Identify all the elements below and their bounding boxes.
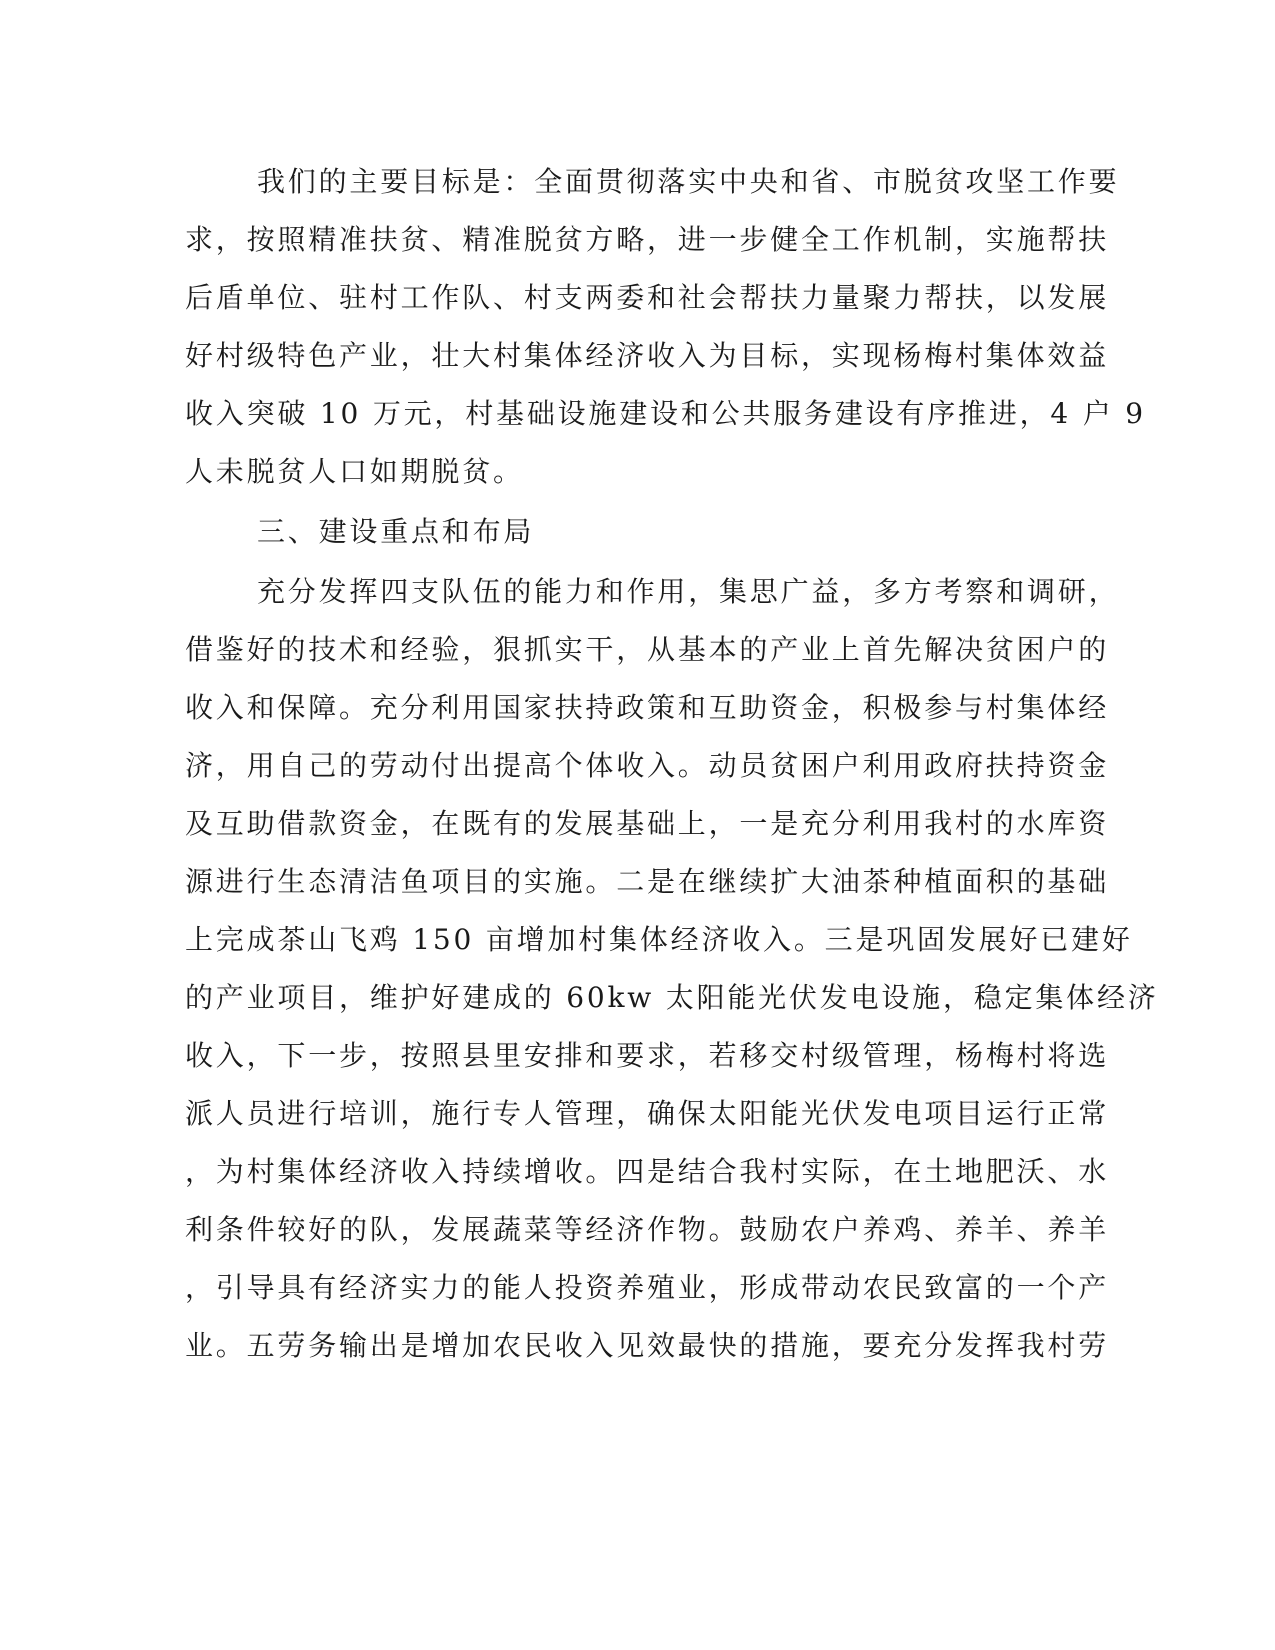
paragraph-layout-line: 派人员进行培训，施行专人管理，确保太阳能光伏发电项目运行正常 (185, 1097, 1110, 1130)
paragraph-layout-line: 的产业项目，维护好建成的 60kw 太阳能光伏发电设施，稳定集体经济 (185, 981, 1159, 1014)
paragraph-goal-line: 人未脱贫人口如期脱贫。 (185, 455, 524, 488)
paragraph-layout-line: 及互助借款资金，在既有的发展基础上，一是充分利用我村的水库资 (185, 807, 1110, 840)
paragraph-layout-line: 源进行生态清洁鱼项目的实施。二是在继续扩大油茶种植面积的基础 (185, 865, 1110, 898)
paragraph-layout-line: ，引导具有经济实力的能人投资养殖业，形成带动农民致富的一个产 (185, 1271, 1110, 1304)
paragraph-layout-line: 利条件较好的队，发展蔬菜等经济作物。鼓励农户养鸡、养羊、养羊 (185, 1213, 1110, 1246)
paragraph-layout-line: 充分发挥四支队伍的能力和作用，集思广益，多方考察和调研， (257, 575, 1120, 608)
paragraph-goal-line: 收入突破 10 万元，村基础设施建设和公共服务建设有序推进，4 户 9 (185, 397, 1146, 430)
paragraph-layout-line: 收入和保障。充分利用国家扶持政策和互助资金，积极参与村集体经 (185, 691, 1110, 724)
paragraph-goal-line: 我们的主要目标是：全面贯彻落实中央和省、市脱贫攻坚工作要 (257, 165, 1120, 198)
paragraph-goal-line: 求，按照精准扶贫、精准脱贫方略，进一步健全工作机制，实施帮扶 (185, 223, 1110, 256)
paragraph-layout-line: 业。五劳务输出是增加农民收入见效最快的措施，要充分发挥我村劳 (185, 1329, 1110, 1362)
paragraph-goal-line: 好村级特色产业，壮大村集体经济收入为目标，实现杨梅村集体效益 (185, 339, 1110, 372)
paragraph-layout-line: 上完成茶山飞鸡 150 亩增加村集体经济收入。三是巩固发展好已建好 (185, 923, 1133, 956)
paragraph-layout-line: 收入，下一步，按照县里安排和要求，若移交村级管理，杨梅村将选 (185, 1039, 1110, 1072)
paragraph-layout-line: 借鉴好的技术和经验，狠抓实干，从基本的产业上首先解决贫困户的 (185, 633, 1110, 666)
section-heading: 三、建设重点和布局 (257, 515, 535, 548)
paragraph-layout-line: ，为村集体经济收入持续增收。四是结合我村实际，在土地肥沃、水 (185, 1155, 1110, 1188)
paragraph-layout-line: 济，用自己的劳动付出提高个体收入。动员贫困户利用政府扶持资金 (185, 749, 1110, 782)
paragraph-goal-line: 后盾单位、驻村工作队、村支两委和社会帮扶力量聚力帮扶，以发展 (185, 281, 1110, 314)
